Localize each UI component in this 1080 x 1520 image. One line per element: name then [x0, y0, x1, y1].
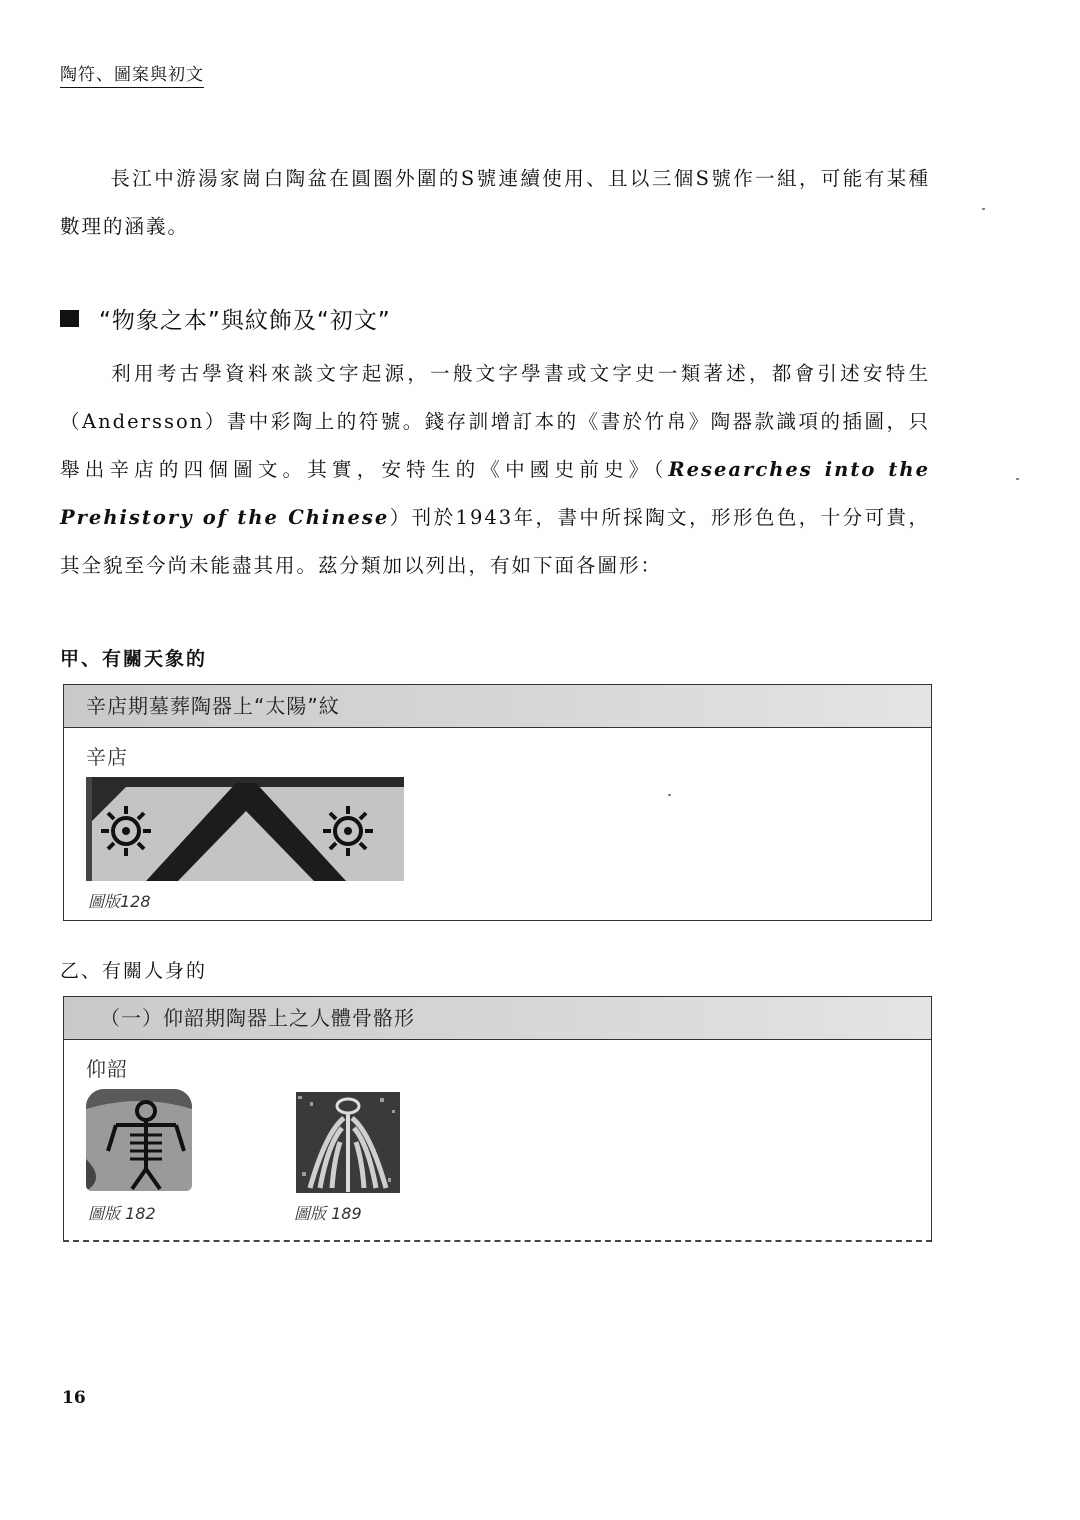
skeleton-figure-illustration — [86, 1089, 192, 1191]
figure-box-skeleton-pattern — [63, 996, 932, 1242]
plate-189-image — [296, 1092, 400, 1193]
plate-128-caption: 圖版128 — [88, 892, 151, 911]
book-title-english: Researches into the Prehistory of the Chinese — [60, 458, 930, 529]
section-heading-text: “物象之本”與紋飾及“初文” — [99, 308, 391, 334]
figure-box-title: 辛店期墓葬陶器上“太陽”紋 — [64, 685, 931, 728]
paragraph-1 — [60, 155, 930, 251]
plate-182-image — [86, 1089, 192, 1191]
paragraph-1-text: 長江中游湯家崗白陶盆在圓圈外圍的S號連續使用、且以三個S號作一組，可能有某種數理的涵義。 — [60, 167, 930, 238]
figure-box-sun-pattern — [63, 684, 932, 921]
page-number: 16 — [62, 1388, 86, 1408]
section-bullet-icon — [60, 310, 79, 327]
category-b-heading: 乙、有關人身的 — [60, 960, 208, 982]
section-heading — [60, 302, 391, 335]
scan-speck — [668, 794, 671, 796]
site-label-xindian: 辛店 — [86, 745, 128, 769]
paragraph-2-part1: 利用考古學資料來談文字起源，一般文字學書或文字史一類著述，都會引述安特生（Andersson）書中彩陶上的符號。錢存訓增訂本的《書於竹帛》陶器款識項的插圖，只舉出辛店的四個圖文。其實，安特生的《中國史前史》（ — [60, 362, 930, 481]
paragraph-2 — [60, 350, 930, 590]
plate-128-image — [86, 777, 404, 881]
plate-182-caption: 圖版 182 — [88, 1204, 156, 1223]
figure-box-title: （一）仰韶期陶器上之人體骨骼形 — [64, 997, 931, 1040]
category-a-heading: 甲、有關天象的 — [60, 648, 208, 670]
paragraph-2-part2: ）刊於1943年，書中所採陶文，形形色色，十分可貴，其全貌至今尚未能盡其用。茲分類加以列出，有如下面各圖形： — [60, 506, 930, 577]
skeleton-pattern-illustration — [296, 1092, 400, 1193]
scan-speck — [982, 208, 985, 210]
site-label-yangshao: 仰韶 — [86, 1057, 128, 1081]
scan-speck — [1016, 478, 1019, 480]
running-header: 陶符、圖案與初文 — [60, 60, 204, 88]
plate-189-caption: 圖版 189 — [294, 1204, 362, 1223]
sun-pattern-illustration — [86, 777, 404, 881]
box-bottom-dashed-border — [63, 1240, 932, 1242]
